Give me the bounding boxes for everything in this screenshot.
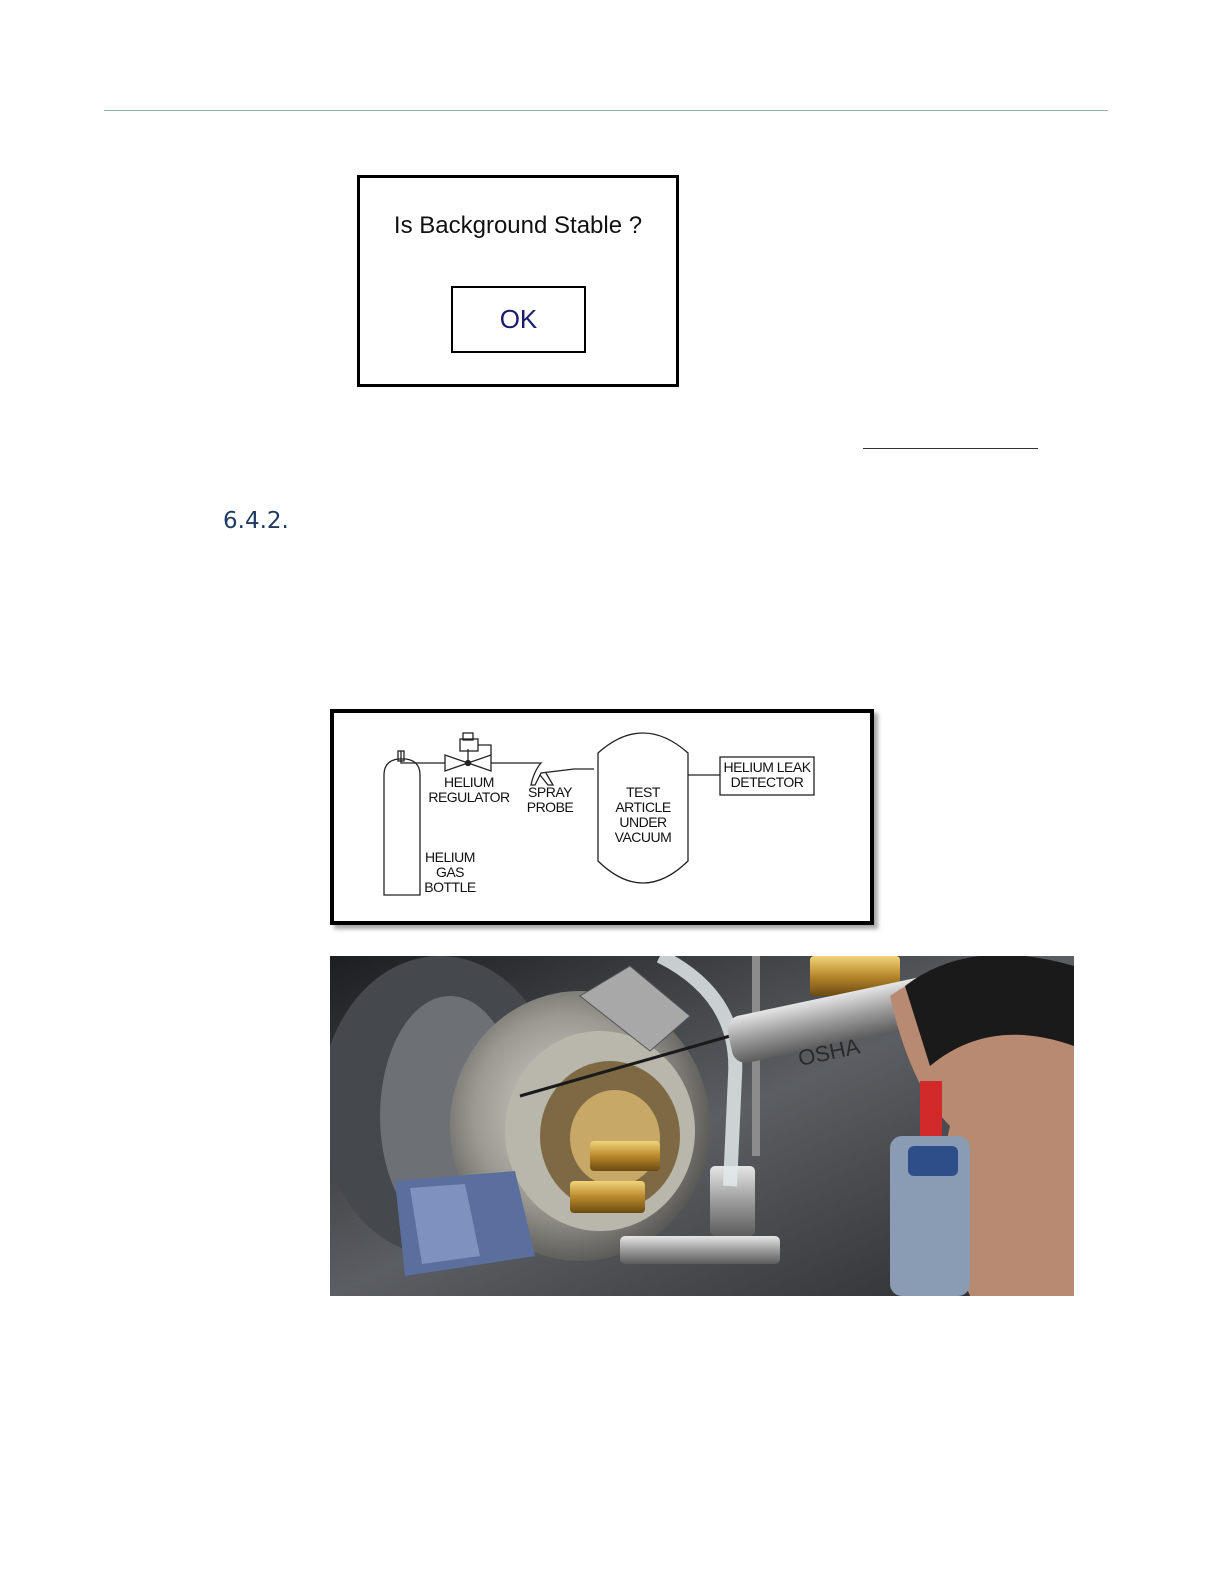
probe-badge: OSHA — [795, 1033, 863, 1071]
link-underline — [863, 448, 1038, 449]
dialog-message: Is Background Stable ? — [393, 212, 643, 239]
spray-probe-label: SPRAY PROBE — [526, 784, 574, 815]
regulator-label: HELIUM REGULATOR — [428, 774, 510, 805]
spray-probe-diagram — [330, 709, 874, 925]
gas-bottle-shape — [384, 759, 420, 895]
ok-button[interactable]: OK — [451, 286, 586, 353]
header-rule — [104, 110, 1108, 111]
section-number: 6.4.2. — [223, 508, 289, 534]
photo-illustration — [330, 956, 1074, 1296]
leak-detector-label: HELIUM LEAK DETECTOR — [723, 759, 811, 790]
gas-bottle-label: HELIUM GAS BOTTLE — [424, 849, 476, 895]
test-article-label: TEST ARTICLE UNDER VACUUM — [614, 784, 672, 845]
background-stable-dialog — [357, 175, 679, 387]
leak-testing-photo — [330, 956, 1074, 1296]
